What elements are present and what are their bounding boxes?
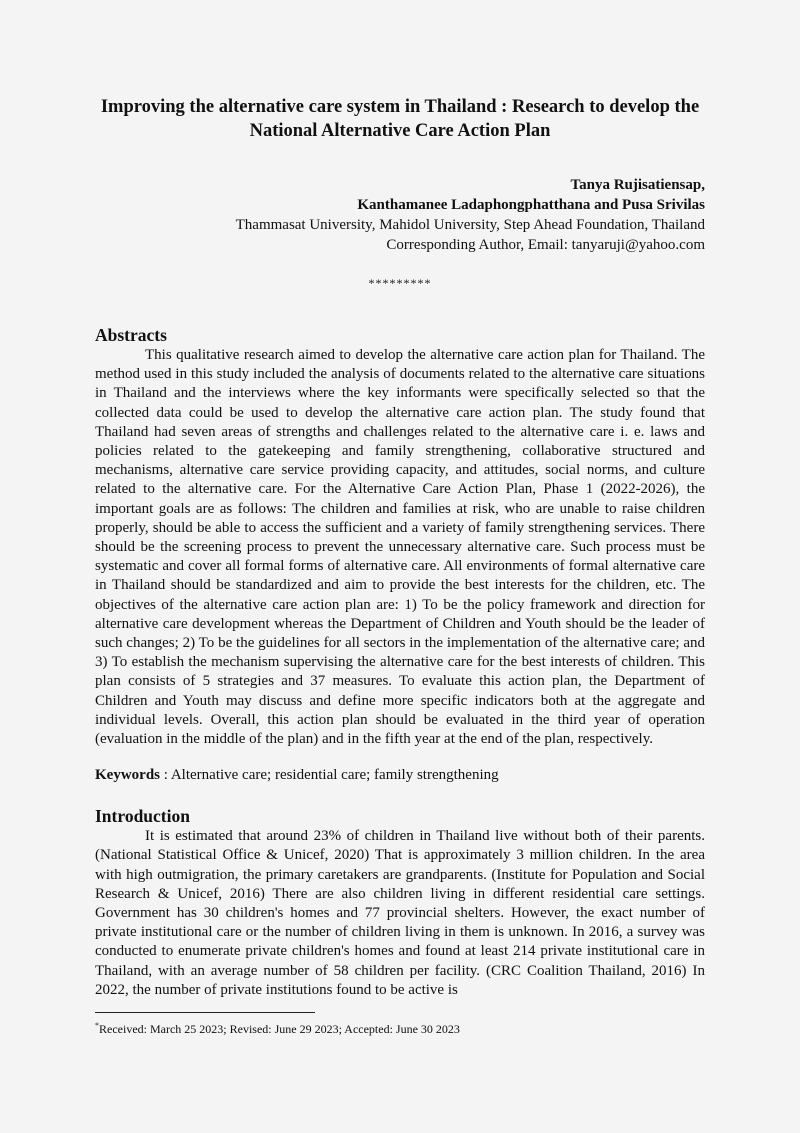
paper-title: Improving the alternative care system in Thailand : Research to develop the National Alternative Care Action Plan [100, 97, 700, 141]
section-separator: ********* [368, 276, 432, 290]
keywords-line [95, 766, 705, 785]
footnote-divider [95, 1012, 315, 1013]
author-block [95, 175, 705, 255]
keywords-label: Keywords [95, 767, 160, 784]
footnote [95, 1018, 460, 1037]
introduction-heading: Introduction [95, 806, 190, 827]
footnote-text: Received: March 25 2023; Revised: June 29 2023; Accepted: June 30 2023 [99, 1022, 460, 1036]
abstract-text: This qualitative research aimed to develop the alternative care action plan for Thailand. The method used in this study included the analysis of documents related to the alternative care situations in Thailand and the interviews where the key informants were specifically selected so that the collected data could be used to develop the alternative care action plan. The study found that Thailand had seven areas of strengths and challenges related to the alternative care i. e. laws and policies related to the gatekeeping and family strengthening, collaborative structured and mechanisms, alternative care service providing capacity, and attitudes, social norms, and culture related to the alternative care. For the Alternative Care Action Plan, Phase 1 (2022-2026), the important goals are as follows: The children and families at risk, who are unable to raise children properly, should be able to access the sufficient and a variety of family strengthening services. There should be the screening process to prevent the unnecessary alternative care. Such process must be systematic and cover all formal forms of alternative care. All environments of formal alternative care in Thailand should be standardized and aim to provide the best interests for the children, etc. The objectives of the alternative care action plan are: 1) To be the policy framework and direction for alternative care development whereas the Department of Children and Youth should be the leader of such changes; 2) To be the guidelines for all sectors in the implementation of the alternative care; and 3) To establish the mechanism supervising the alternative care for the best interests of children. This plan consists of 5 strategies and 37 measures. To evaluate this action plan, the Department of Children and Youth may discuss and define more specific indicators both at the aggregate and individual levels. Overall, this action plan should be evaluated in the third year of operation (evaluation in the middle of the plan) and in the fifth year at the end of the plan, respectively. [95, 347, 705, 748]
abstract-heading: Abstracts [95, 325, 167, 345]
introduction-text: It is estimated that around 23% of children in Thailand live without both of their parents. (National Statistical Office & Unicef, 2020) That is approximately 3 million children. In the area with high outmigration, the primary caretakers are grandparents. (Institute for Population and Social Research & Unicef, 2016) There are also children living in different residential care settings. Government has 30 children's homes and 77 provincial shelters. However, the exact number of private institutional care or the number of children living in them is unknown. In 2016, a survey was conducted to enumerate private children's homes and found at least 214 private institutional care in Thailand, with an average number of 58 children per facility. (CRC Coalition Thailand, 2016) In 2022, the number of private institutions found to be active is [95, 828, 705, 998]
keywords-text: : Alternative care; residential care; family strengthening [160, 767, 499, 784]
footnote-marker: * [95, 1021, 99, 1030]
author-line-2: Kanthamanee Ladaphongphatthana and Pusa Srivilas [357, 197, 705, 213]
affiliation: Thammasat University, Mahidol University, Step Ahead Foundation, Thailand [235, 217, 705, 233]
corresponding-author: Corresponding Author, Email: tanyaruji@yahoo.com [386, 237, 705, 253]
author-line-1: Tanya Rujisatiensap, [570, 177, 705, 193]
